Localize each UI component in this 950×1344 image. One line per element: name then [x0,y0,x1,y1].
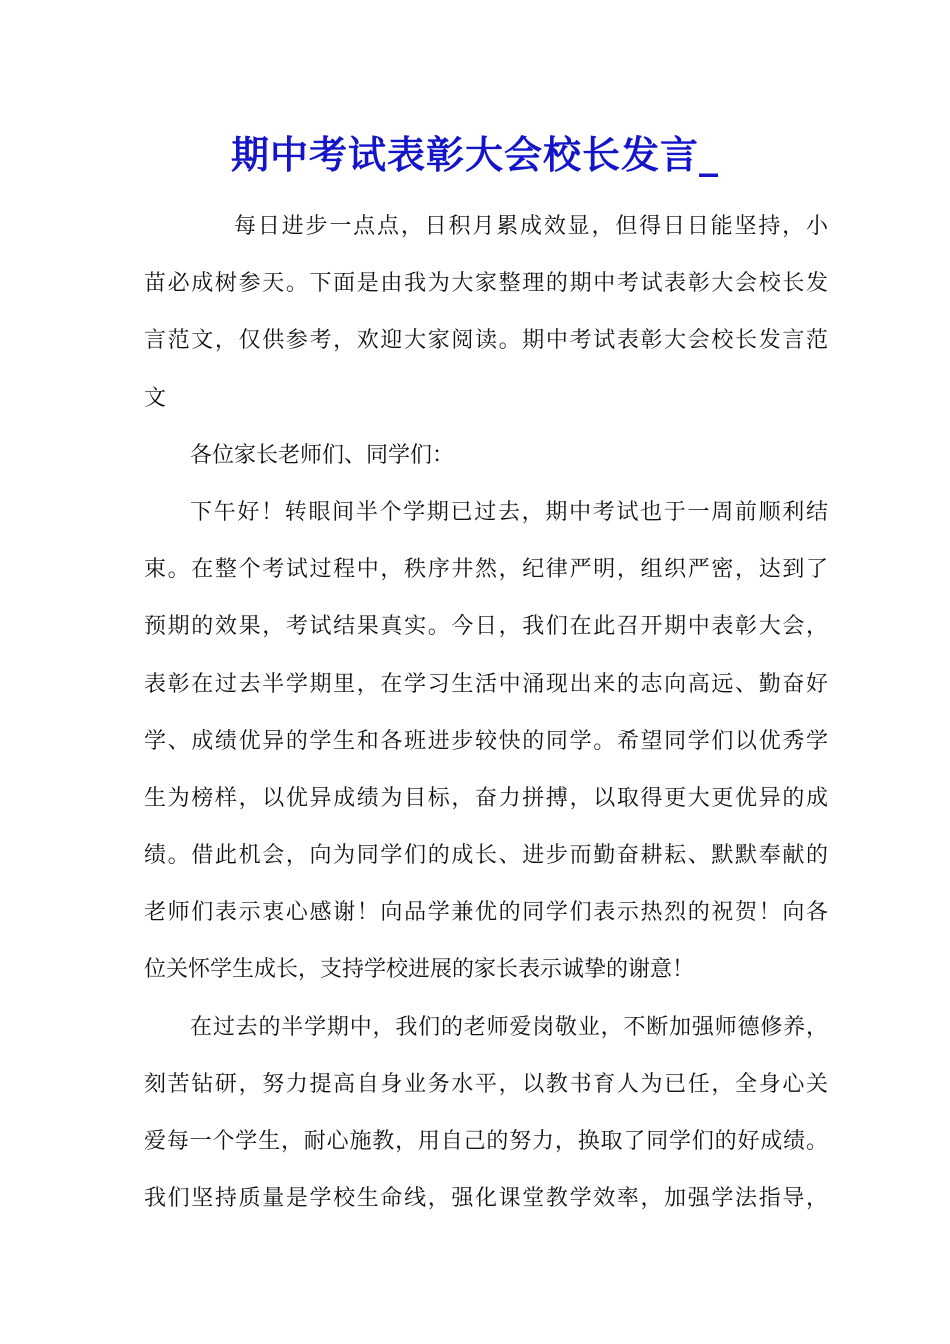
text-line: 预期的效果，考试结果真实。今日，我们在此召开期中表彰大会， [144,614,828,640]
text-line: 学、成绩优异的学生和各班进步较快的同学。希望同学们以优秀学 [144,728,828,754]
text-line: 在过去的半学期中，我们的老师爱岗敬业，不断加强师德修养， [190,1014,828,1040]
document-body [144,198,828,1227]
text-line: 位关怀学生成长，支持学校进展的家长表示诚挚的谢意！ [144,957,695,983]
text-line: 爱每一个学生，耐心施教，用自己的努力，换取了同学们的好成绩。 [144,1129,828,1154]
paragraph-greeting [144,427,828,484]
text-line: 刻苦钻研，努力提高自身业务水平，以教书育人为已任，全身心关 [144,1071,828,1097]
text-line: 绩。借此机会，向为同学们的成长、进步而勤奋耕耘、默默奉献的 [144,843,828,869]
text-line: 各位家长老师们、同学们： [190,442,455,468]
text-line: 下午好！转眼间半个学期已过去，期中考试也于一周前顺利结 [190,499,828,525]
text-line: 每日进步一点点，日积月累成效显，但得日日能坚持，小 [234,214,828,239]
paragraph-2 [144,999,828,1228]
paragraph-intro [144,198,828,427]
document-title: 期中考试表彰大会校长发言_ [230,132,719,177]
text-line: 言范文，仅供参考，欢迎大家阅读。期中考试表彰大会校长发言范 [144,328,828,354]
text-line: 束。在整个考试过程中，秩序井然，纪律严明，组织严密，达到了 [144,557,828,583]
text-line: 表彰在过去半学期里，在学习生活中涌现出来的志向高远、勤奋好 [144,671,828,697]
text-line: 生为榜样，以优异成绩为目标，奋力拼搏，以取得更大更优异的成 [144,785,828,811]
paragraph-1 [144,484,828,999]
text-line: 文 [144,385,167,411]
text-line: 老师们表示衷心感谢！向品学兼优的同学们表示热烈的祝贺！向各 [144,900,828,926]
text-line: 苗必成树参天。下面是由我为大家整理的期中考试表彰大会校长发 [144,271,828,297]
text-line: 我们坚持质量是学校生命线，强化课堂教学效率，加强学法指导， [144,1186,828,1212]
